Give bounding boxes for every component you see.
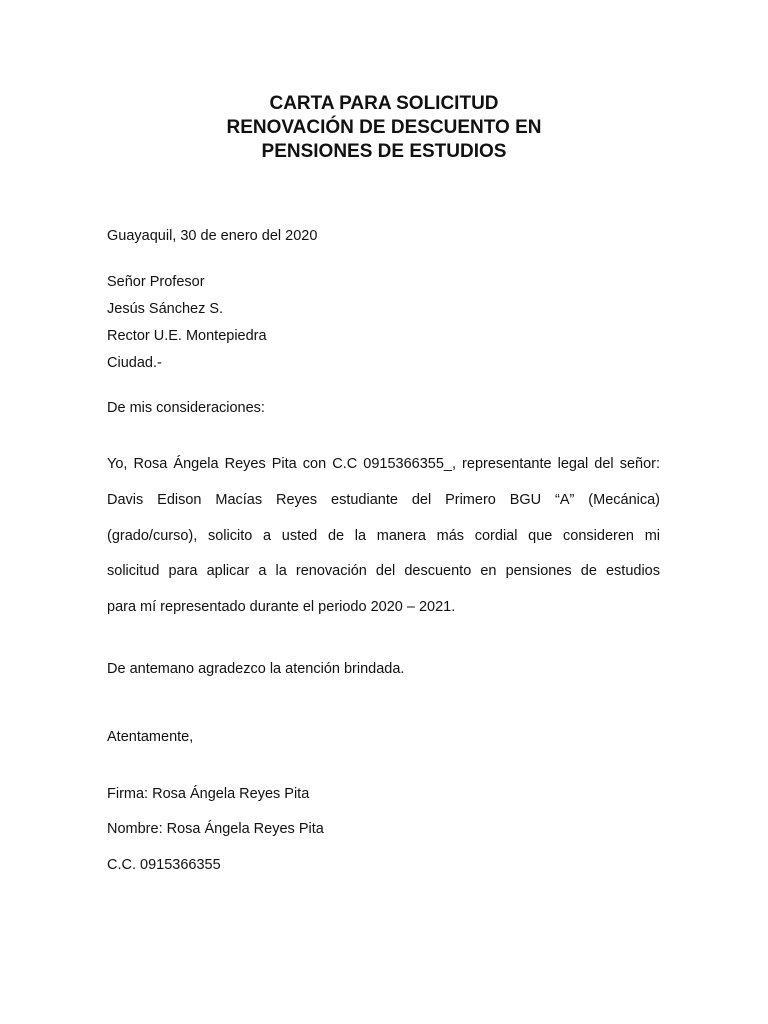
letter-thanks: De antemano agradezco la atención brindada. [107,661,405,677]
title-line: RENOVACIÓN DE DESCUENTO EN [226,117,542,138]
body-line: Davis Edison Macías Reyes estudiante del Primero BGU “A” (Mecánica) [107,492,660,508]
title-line: PENSIONES DE ESTUDIOS [261,141,507,162]
signature-firma: Firma: Rosa Ángela Reyes Pita [107,786,310,802]
letter-greeting: De mis consideraciones: [107,400,265,416]
letter-title [0,92,768,164]
body-line: Yo, Rosa Ángela Reyes Pita con C.C 0915366355_, representante legal del señor: [107,456,660,472]
signature-cc: C.C. 0915366355 [107,857,221,873]
body-line: solicitud para aplicar a la renovación del descuento en pensiones de estudios [107,563,660,579]
title-line: CARTA PARA SOLICITUD [269,93,499,114]
recipient-line: Rector U.E. Montepiedra [107,328,267,344]
signature-nombre: Nombre: Rosa Ángela Reyes Pita [107,821,324,837]
recipient-line: Señor Profesor [107,274,205,290]
letter-closing: Atentamente, [107,729,194,745]
body-line: (grado/curso), solicito a usted de la manera más cordial que consideren mi [107,528,660,544]
body-line: para mí representado durante el periodo 2020 – 2021. [107,599,456,615]
recipient-line: Ciudad.- [107,355,162,371]
letter-date: Guayaquil, 30 de enero del 2020 [107,228,318,244]
recipient-line: Jesús Sánchez S. [107,301,224,317]
